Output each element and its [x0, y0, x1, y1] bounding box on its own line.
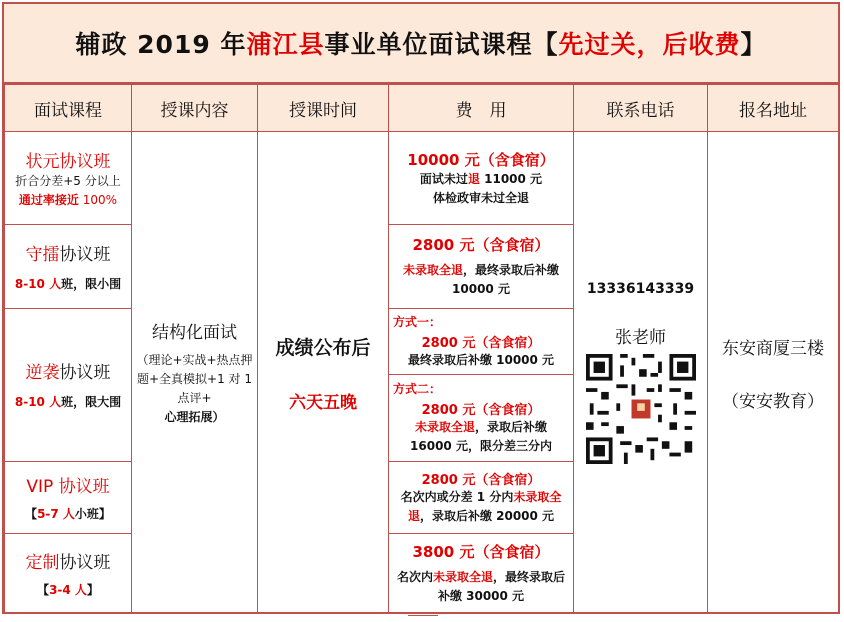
- page-title: [4, 4, 838, 84]
- header-course: 面试课程: [5, 85, 132, 132]
- content-title: 结构化面试: [152, 323, 237, 343]
- content-cell: [132, 132, 258, 614]
- fee-text: 体检政审未过全退: [432, 190, 529, 205]
- fee-refund: 退: [467, 171, 480, 186]
- qr-code-icon: [586, 354, 696, 464]
- fee-text: 名次内或分差 1 分内: [400, 490, 514, 504]
- course-nixi: [5, 309, 132, 462]
- fee-text: ，录取后补缴 16000 元，限分差三分内: [410, 420, 552, 453]
- course-count: 3-4 人: [49, 582, 87, 597]
- fee-text: 面试未过: [419, 171, 468, 186]
- course-pass-rate: 通过率接近: [18, 192, 79, 207]
- fee-text: ，最终录取后补缴 30000 元: [437, 570, 566, 603]
- fee-amount: 2800 元（含食宿）: [421, 473, 541, 488]
- fee-text: 11000 元: [479, 171, 543, 186]
- course-dingzhi: [5, 534, 132, 614]
- header-row: [5, 85, 839, 132]
- contact-phone: 13336143339: [586, 281, 695, 297]
- fee-amount: 2800 元（含食宿）: [412, 236, 550, 254]
- fee-plan: 方式二：: [393, 382, 442, 396]
- fee-text: ，录取后补缴 20000 元: [419, 509, 555, 523]
- course-name: 协议班: [59, 244, 111, 265]
- fee-cell: [389, 375, 574, 462]
- title-main: 事业单位面试课程: [324, 30, 533, 59]
- course-detail: 班，限大围: [61, 395, 122, 409]
- course-name-highlight: 守擂: [25, 244, 60, 265]
- fee-amount: 3800 元（含食宿）: [412, 543, 550, 561]
- address-cell: [708, 132, 839, 614]
- course-detail: 【: [37, 582, 50, 597]
- fee-amount: 2800 元（含食宿）: [421, 336, 541, 351]
- time-line1: 成绩公布后: [275, 336, 371, 359]
- course-detail: 小班】: [74, 506, 111, 521]
- course-detail: 【: [25, 506, 38, 521]
- time-cell: [258, 132, 389, 614]
- course-detail: 班，限小围: [61, 276, 122, 291]
- course-name: VIP 协议班: [26, 476, 110, 497]
- header-time: 授课时间: [258, 85, 389, 132]
- fee-cell: [389, 309, 574, 375]
- course-name: 协议班: [59, 552, 111, 573]
- address-line2: （安安教育）: [722, 391, 824, 412]
- fee-text: 最终录取后补缴 10000 元: [407, 353, 555, 367]
- course-pass-value: 100%: [78, 192, 118, 207]
- course-count: 8-10 人: [14, 395, 62, 409]
- fee-refund: 未录取全退: [432, 570, 493, 584]
- course-name-highlight: 定制: [25, 552, 60, 573]
- fee-cell: [389, 462, 574, 534]
- header-phone: 联系电话: [574, 85, 708, 132]
- table-row: [5, 132, 839, 225]
- header-content: 授课内容: [132, 85, 258, 132]
- fee-text: ，最终录取后补缴 10000 元: [452, 263, 560, 296]
- course-sheet: [2, 2, 840, 614]
- course-vip: [5, 462, 132, 534]
- content-desc-end: 心理拓展）: [164, 410, 225, 424]
- content-desc: （理论+实战+热点押题+全真模拟+1 对 1 点评+: [136, 353, 253, 405]
- course-detail: 折合分差+5 分以上: [15, 173, 121, 188]
- title-bracket-close: 】: [740, 30, 767, 59]
- fee-text: 名次内: [396, 570, 433, 584]
- fee-amount: 10000 元（含食宿）: [407, 150, 555, 169]
- title-bracket-open: 【: [532, 30, 559, 59]
- course-detail: 】: [86, 582, 99, 597]
- course-name: 状元协议班: [25, 151, 111, 172]
- title-county: 浦江县: [246, 30, 325, 59]
- course-count: 8-10 人: [14, 276, 62, 291]
- title-prefix: 辅政 2019 年: [75, 30, 247, 59]
- title-slogan: 先过关，后收费: [558, 30, 741, 59]
- course-name-highlight: 逆袭: [25, 363, 60, 383]
- header-fee: 费 用: [389, 85, 574, 132]
- time-line2: 六天五晚: [289, 392, 357, 413]
- fee-cell: [389, 225, 574, 309]
- course-shoulei: [5, 225, 132, 309]
- contact-cell: [574, 132, 708, 614]
- address-line1: 东安商厦三楼: [722, 338, 824, 359]
- fee-cell: [389, 534, 574, 614]
- fee-plan: 方式一：: [393, 315, 442, 329]
- fee-amount: 2800 元（含食宿）: [421, 403, 541, 418]
- fee-refund: 未录取全退: [414, 420, 475, 434]
- fee-refund: 未录取全退: [402, 263, 463, 277]
- fee-refund: 未录取全退: [407, 490, 562, 523]
- contact-person: 张老师: [615, 328, 666, 348]
- course-count: 5-7 人: [37, 506, 75, 521]
- fee-cell: [389, 132, 574, 225]
- course-table: [4, 84, 839, 614]
- course-name: 协议班: [59, 363, 111, 383]
- header-address: 报名地址: [708, 85, 839, 132]
- course-zhuangyuan: [5, 132, 132, 225]
